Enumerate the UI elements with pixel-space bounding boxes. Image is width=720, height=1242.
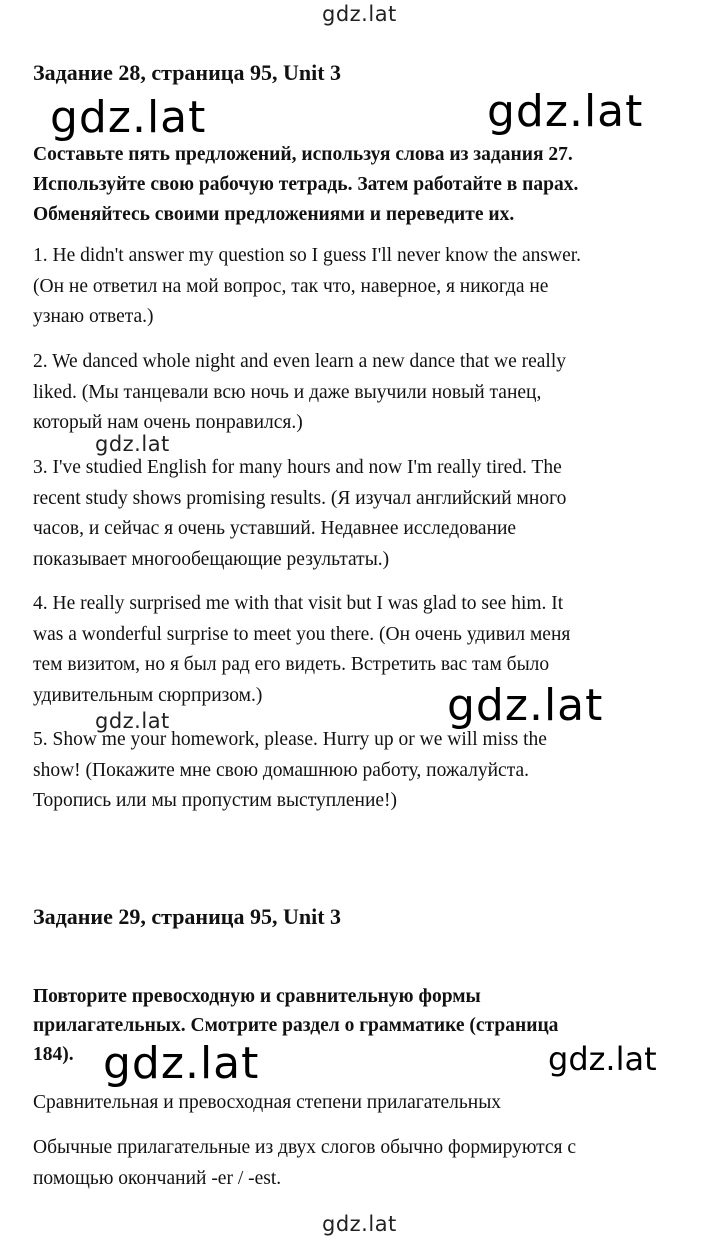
watermark-mid-small-2: gdz.lat [95, 709, 170, 733]
task29-heading: Задание 29, страница 95, Unit 3 [33, 904, 342, 929]
watermark-right-large: gdz.lat [487, 86, 644, 137]
task28-instruction [33, 140, 693, 230]
watermark-left-large: gdz.lat [50, 92, 207, 143]
answer-line: 5. Show me your homework, please. Hurry up or we will miss the [33, 729, 547, 750]
answer-1 [33, 241, 693, 333]
task29-subtitle: Сравнительная и превосходная степени прилагательных [33, 1092, 502, 1113]
answer-line: was a wonderful surprise to meet you there. (Он очень удивил меня [33, 623, 571, 645]
task28-heading: Задание 28, страница 95, Unit 3 [33, 60, 342, 85]
task28-instruction-line: Обменяйтесь своими предложениями и переведите их. [33, 204, 515, 225]
answer-line: (Он не ответил на мой вопрос, так что, наверное, я никогда не [33, 275, 549, 297]
task28-instruction-line: Используйте свою рабочую тетрадь. Затем работайте в парах. [33, 174, 579, 195]
answer-line: 3. I've studied English for many hours and now I'm really tired. The [33, 457, 562, 478]
task29-body [33, 1133, 693, 1194]
answer-5 [33, 725, 693, 817]
answer-line: recent study shows promising results. (Я изучал английский много [33, 487, 567, 509]
answer-line: Торопись или мы пропустим выступление!) [33, 790, 398, 811]
task29-instruction-line: Повторите превосходную и сравнительную формы [33, 986, 481, 1007]
watermark-bottom-right: gdz.lat [548, 1040, 657, 1078]
answer-line: 1. He didn't answer my question so I guess I'll never know the answer. [33, 245, 582, 266]
task29-body-line: помощью окончаний -er / -est. [33, 1167, 282, 1189]
watermark-mid-large: gdz.lat [447, 680, 604, 731]
task28-instruction-line: Составьте пять предложений, используя слова из задания 27. [33, 144, 573, 165]
watermark-bottom-left-large: gdz.lat [103, 1038, 260, 1089]
task29-instruction-line: 184). [33, 1044, 74, 1065]
watermark-bottom: gdz.lat [322, 1212, 397, 1236]
answer-4 [33, 589, 693, 711]
answer-line: liked. (Мы танцевали всю ночь и даже выучили новый танец, [33, 381, 542, 403]
answer-line: show! (Покажите мне свою домашнюю работу, пожалуйста. [33, 759, 530, 781]
answer-line: удивительным сюрпризом.) [33, 684, 263, 706]
answer-line: тем визитом, но я был рад его видеть. Встретить вас там было [33, 654, 550, 675]
answer-line: узнаю ответа.) [33, 306, 154, 327]
answer-line: часов, и сейчас я очень уставший. Недавнее исследование [33, 518, 517, 539]
answer-line: 4. He really surprised me with that visit but I was glad to see him. It [33, 593, 564, 614]
task29-instruction [33, 982, 693, 1069]
answer-2 [33, 347, 693, 439]
answer-line: показывает многообещающие результаты.) [33, 548, 390, 570]
watermark-mid-small-1: gdz.lat [95, 432, 170, 456]
answer-line: который нам очень понравился.) [33, 412, 303, 433]
task29-body-line: Обычные прилагательные из двух слогов обычно формируются с [33, 1137, 577, 1158]
answer-3 [33, 453, 693, 575]
watermark-top: gdz.lat [322, 2, 397, 26]
answer-line: 2. We danced whole night and even learn a new dance that we really [33, 351, 567, 372]
task29-instruction-line: прилагательных. Смотрите раздел о грамматике (страница [33, 1015, 559, 1036]
